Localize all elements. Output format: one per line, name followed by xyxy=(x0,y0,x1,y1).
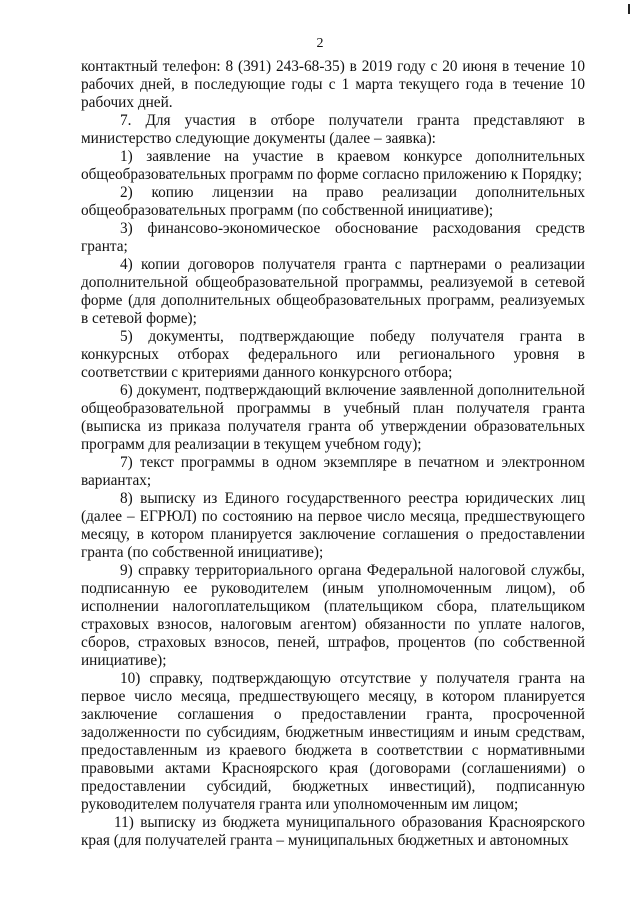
list-item-11: 11) выписку из бюджета муниципального образования Красноярского края (для получателей гранта – муниципальных бюджетных и автономных xyxy=(81,814,585,849)
list-item-3: 3) финансово-экономическое обоснование расходования средств гранта; xyxy=(81,220,585,255)
list-item-1: 1) заявление на участие в краевом конкурсе дополнительных общеобразовательных программ по форме согласно приложению к Порядку; xyxy=(81,148,585,183)
list-item-8: 8) выписку из Единого государственного реестра юридических лиц (далее – ЕГРЮЛ) по состоянию на первое число месяца, предшествующего месяцу, в котором планируется заключение соглашения о предоставлении гранта (по собственной инициативе); xyxy=(81,490,585,561)
page-number: 2 xyxy=(316,36,324,51)
list-item-10: 10) справку, подтверждающую отсутствие у получателя гранта на первое число месяца, предшествующего месяцу, в котором планируется заключение соглашения о предоставлении гранта, просроченной задолженности по субсидиям, бюджетным инвестициям и иным средствам, предоставленным из краевого бюджета в соответствии с нормативными правовыми актами Красноярского края (договорами (соглашениями) о предоставлении субсидий, бюджетных инвестиций), подписанную руководителем получателя гранта или уполномоченным им лицом; xyxy=(81,670,585,813)
document-body xyxy=(81,58,585,850)
list-item-2: 2) копию лицензии на право реализации дополнительных общеобразовательных программ (по собственной инициативе); xyxy=(81,184,585,219)
list-item-7: 7) текст программы в одном экземпляре в печатном и электронном вариантах; xyxy=(81,454,585,489)
paragraph-item-7: 7. Для участия в отборе получатели гранта представляют в министерство следующие документы (далее – заявка): xyxy=(81,112,585,147)
list-item-9: 9) справку территориального органа Федеральной налоговой службы, подписанную ее руководителем (иным уполномоченным лицом), об исполнении налогоплательщиком (плательщиком сбора, плательщиком страховых взносов, налоговым агентом) обязанности по уплате налогов, сборов, страховых взносов, пеней, штрафов, процентов (по собственной инициативе); xyxy=(81,562,585,669)
paragraph-contact: контактный телефон: 8 (391) 243-68-35) в 2019 году с 20 июня в течение 10 рабочих дней, в последующие годы с 1 марта текущего года в течение 10 рабочих дней. xyxy=(81,58,585,111)
list-item-6: 6) документ, подтверждающий включение заявленной дополнительной общеобразовательной программы в учебный план получателя гранта (выписка из приказа получателя гранта об утверждении образовательных программ для реализации в текущем учебном году); xyxy=(81,382,585,453)
scan-mark xyxy=(628,4,630,14)
list-item-5: 5) документы, подтверждающие победу получателя гранта в конкурсных отборах федерального или регионального уровня в соответствии с критериями данного конкурсного отбора; xyxy=(81,328,585,381)
list-item-4: 4) копии договоров получателя гранта с партнерами о реализации дополнительной общеобразовательной программы, реализуемой в сетевой форме (для дополнительных общеобразовательных программ, реализуемых в сетевой форме); xyxy=(81,256,585,327)
